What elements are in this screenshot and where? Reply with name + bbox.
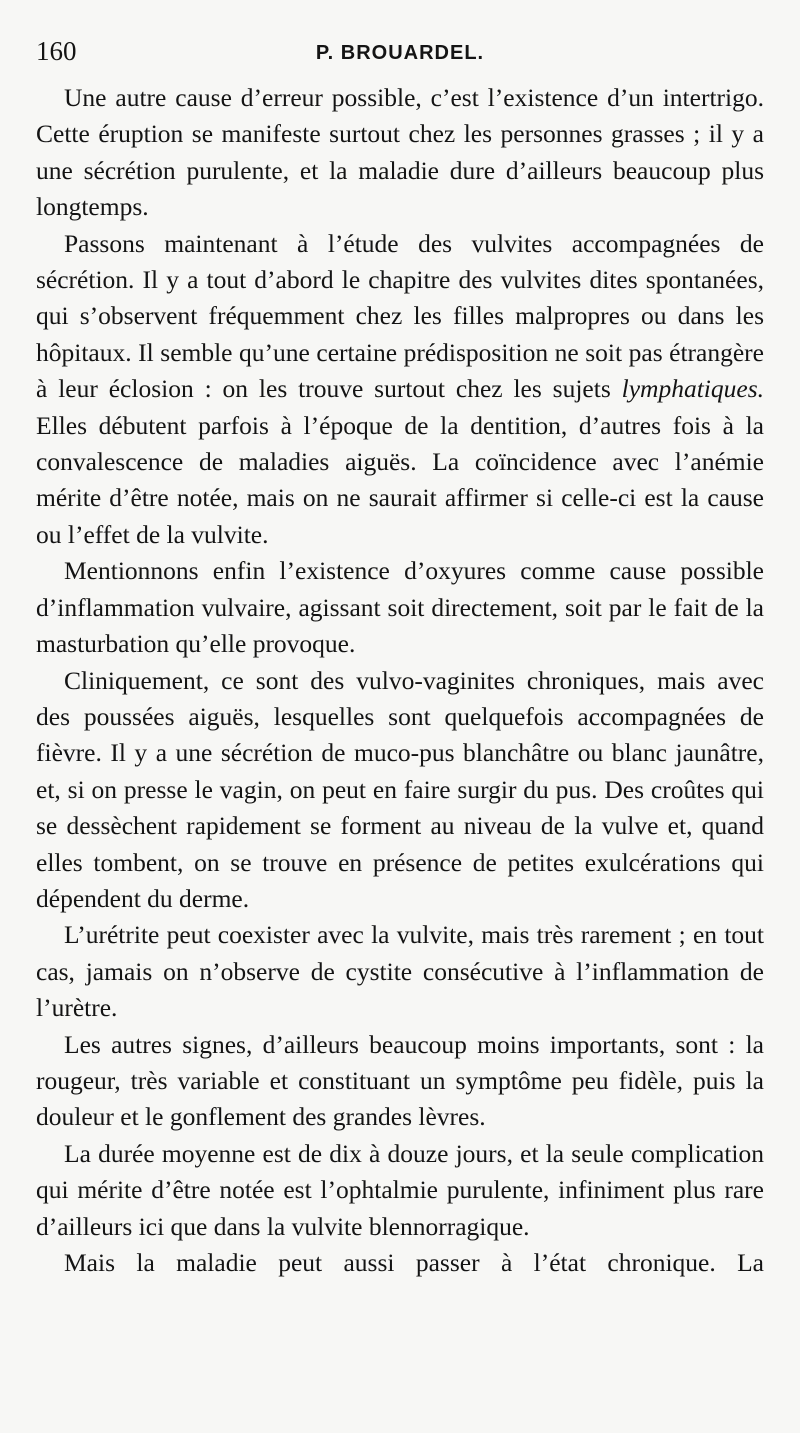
last-line-wrapper (36, 1245, 764, 1281)
paragraph-duree: La durée moyenne est de dix à douze jours, et la seule complication qui mérite d’être notée est l’ophtalmie purulente, infiniment plus rare d’ailleurs ici que dans la vulvite blennorragique. (36, 1138, 764, 1241)
paragraph-chronique: Mais la maladie peut aussi passer à l’état chronique. La (64, 1248, 764, 1277)
paragraph-uretrite: L’urétrite peut coexister avec la vulvite, mais très rarement ; en tout cas, jamais on n’observe de cystite consécutive à l’inflammation de l’urètre. (36, 920, 764, 1023)
paragraph-vulvites-tail: Elles débutent parfois à l’époque de la dentition, d’autres fois à la convalescence de maladies aiguës. La coïncidence avec l’anémie mérite d’être notée, mais on ne saurait affirmer si celle-ci est la cause ou l’effet de la vulvite. (36, 410, 764, 549)
paragraph-vulvites-text: Passons maintenant à l’étude des vulvites accompagnées de sécrétion. Il y a tout d’abord le chapitre des vulvites dites spontanées, qui s’observent fréquemment chez les filles malpropres ou dans les hôpitaux. Il semble qu’une certaine prédisposition ne soit pas étrangère à leur éclosion : on les trouve surtout chez les sujets (36, 228, 764, 404)
italic-term: lymphatiques. (621, 374, 764, 404)
paragraph-cliniquement: Cliniquement, ce sont des vulvo-vaginites chroniques, mais avec des poussées aiguës, lesquelles sont quelquefois accompagnées de fièvre. Il y a une sécrétion de muco-pus blanchâtre ou blanc jaunâtre, et, si on presse le vagin, on peut en faire surgir du pus. Des croûtes qui se dessèchent rapidement se forment au niveau de la vulve et, quand elles tombent, on se trouve en présence de petites exulcérations qui dépendent du derme. (36, 665, 764, 913)
paragraph-vulvites-spontanees (36, 226, 764, 554)
running-head (36, 30, 764, 74)
body-text (36, 80, 764, 1281)
paragraph-autres-signes: Les autres signes, d’ailleurs beaucoup moins importants, sont : la rougeur, très variable et constituant un symptôme peu fidèle, puis la douleur et le gonflement des grandes lèvres. (36, 1029, 764, 1132)
page-number: 160 (36, 36, 77, 66)
running-title: P. BROUARDEL. (315, 42, 485, 64)
paragraph-intertrigo: Une autre cause d’erreur possible, c’est l’existence d’un intertrigo. Cette éruption se manifeste surtout chez les personnes grasses ; il y a une sécrétion purulente, et la maladie dure d’ailleurs beaucoup plus longtemps. (36, 83, 764, 222)
paragraph-oxyures: Mentionnons enfin l’existence d’oxyures comme cause possible d’inflammation vulvaire, agissant soit directement, soit par le fait de la masturbation qu’elle provoque. (36, 556, 764, 659)
